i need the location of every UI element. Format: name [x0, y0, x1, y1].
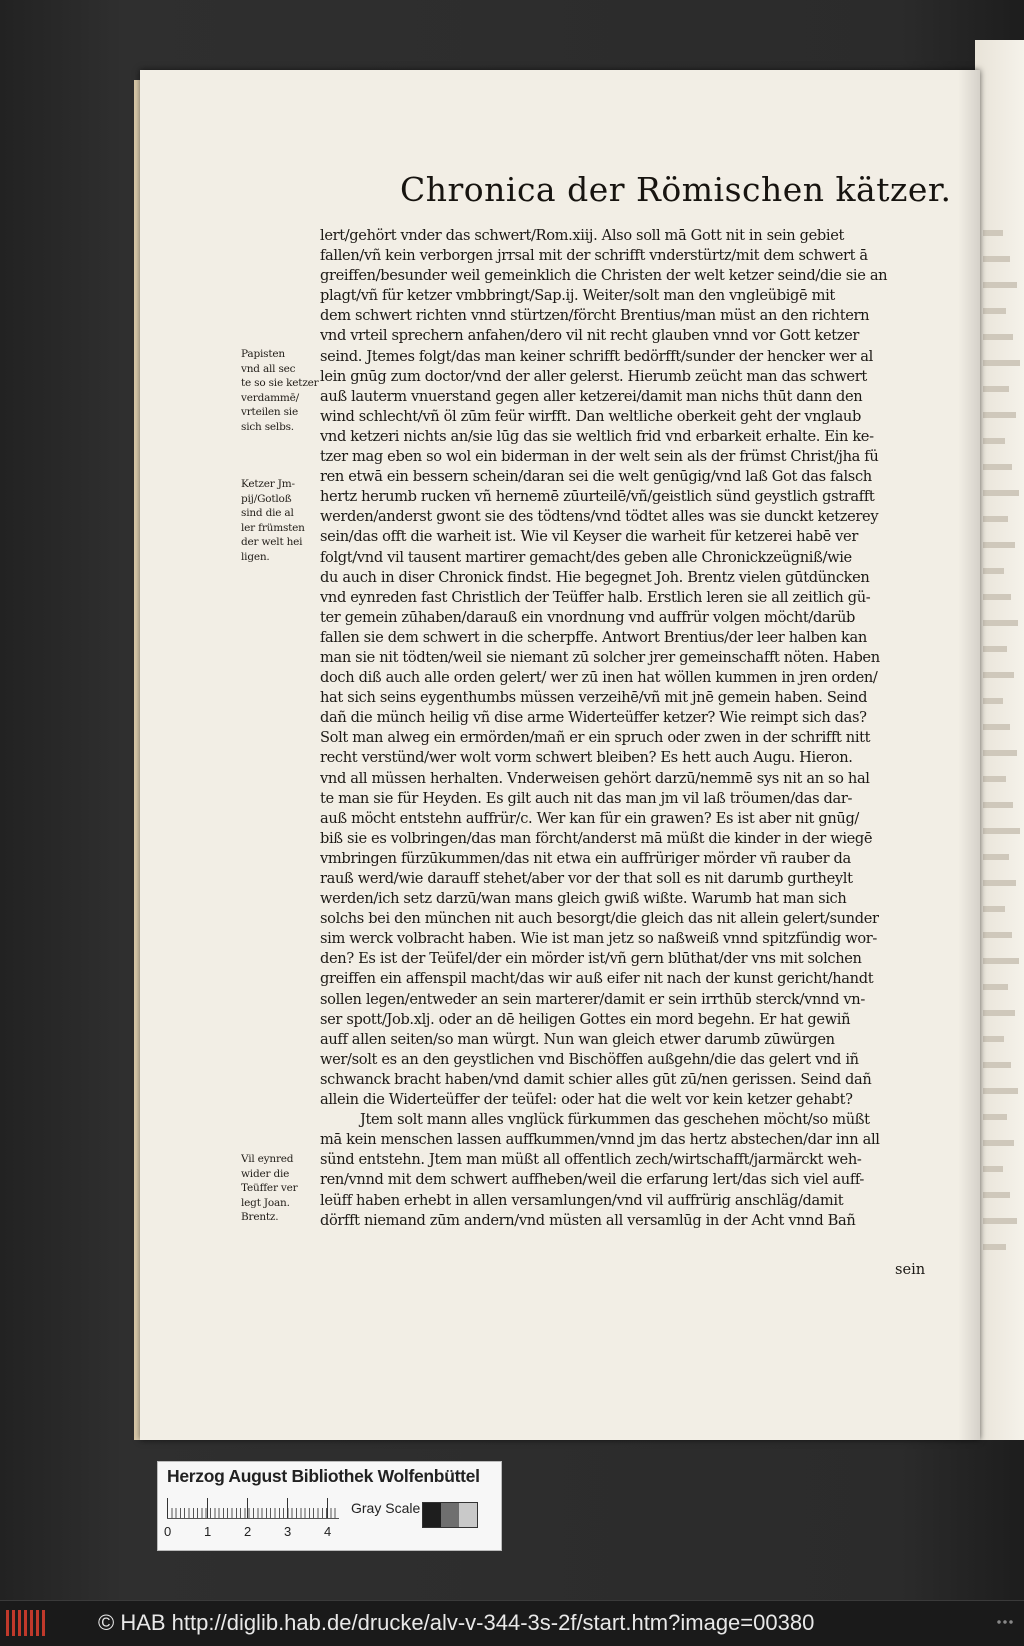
bleed-through-mark	[983, 1166, 1003, 1172]
text-line: man sie nit tödten/weil sie niemant zū solcher jrer gemeinschafft nöten. Haben	[320, 648, 880, 666]
bleed-through-mark	[983, 1192, 1010, 1198]
text-line: Jtem solt mann alles vnglück fürkummen das geschehen möcht/so müßt	[360, 1111, 870, 1129]
bleed-through-mark	[983, 958, 1019, 964]
text-line: dörfft niemand zūm andern/vnd müsten all versamlūg in der Acht vnnd Bañ	[320, 1211, 856, 1229]
bleed-through-mark	[983, 620, 1018, 626]
margin-note-line: Teüffer ver	[241, 1182, 298, 1195]
bleed-through-mark	[983, 776, 1006, 782]
text-line: lein gnūg zum doctor/vnd der aller gelerst. Hierumb zeücht man das schwert	[320, 367, 867, 385]
bleed-through-mark	[983, 230, 1003, 236]
bleed-through-mark	[983, 984, 1008, 990]
bleed-through-mark	[983, 750, 1017, 756]
bleed-through-mark	[983, 698, 1003, 704]
body-text	[320, 226, 935, 1231]
margin-note-line: vnd all sec	[241, 362, 296, 375]
margin-note-line: Brentz.	[241, 1211, 279, 1224]
bleed-through-mark	[983, 1218, 1017, 1224]
text-line: du auch in diser Chronick findst. Hie begegnet Joh. Brentz vielen gūtdüncken	[320, 568, 870, 586]
text-line: auff allen seiten/so man würgt. Nun wan gleich etwer darumb zūwürgen	[320, 1030, 835, 1048]
gray-swatch-cell	[423, 1503, 441, 1527]
bleed-through-mark	[983, 568, 1004, 574]
bleed-through-mark	[983, 490, 1019, 496]
bleed-through-mark	[983, 828, 1020, 834]
text-line: seind. Jtemes folgt/das man keiner schrifft bedörfft/sunder der hencker wer al	[320, 347, 873, 365]
margin-note-eynred	[241, 1152, 321, 1225]
text-line: greiffen ein affenspil macht/das wir auß eifer nit nach der kunst gericht/handt	[320, 970, 874, 988]
margin-note-line: ler frümsten	[241, 521, 305, 534]
bleed-through-mark	[983, 1114, 1007, 1120]
text-line: recht verstünd/wer wolt vorm schwert bleiben? Es hett auch Augu. Hieron.	[320, 749, 853, 767]
text-line: tzer mag eben so wol ein biderman in der welt sein als der frümst Christ/jha fü	[320, 448, 879, 466]
bleed-through-mark	[983, 360, 1020, 366]
ruler-major-tick	[287, 1498, 288, 1518]
margin-note-papisten	[241, 347, 321, 435]
bleed-through-mark	[983, 334, 1013, 340]
text-line: auß lauterm vnuerstand gegen aller ketzerei/damit man nichs thūt dann den	[320, 387, 863, 405]
bleed-through-mark	[983, 672, 1014, 678]
bleed-through-mark	[983, 906, 1005, 912]
ruler-number: 0	[164, 1524, 172, 1539]
bleed-through-mark	[983, 1140, 1014, 1146]
ruler-title: Herzog August Bibliothek Wolfenbüttel	[167, 1466, 480, 1486]
text-line: ter gemein zūhaben/darauß ein vnordnung vnd auffrür volgen möcht/darüb	[320, 608, 856, 626]
margin-note-line: Ketzer Jm-	[241, 478, 295, 490]
text-line: folgt/vnd vil tausent martirer gemacht/des geben alle Chronickzeügniß/wie	[320, 548, 852, 566]
text-line: biß sie es volbringen/das man förcht/anderst mā müßt die kinder in der wiegē	[320, 829, 873, 847]
text-line: Solt man alweg ein ermörden/mañ er ein spruch oder zwen in der schrifft nitt	[320, 729, 871, 747]
ruler-number: 4	[324, 1524, 332, 1539]
text-line: greiffen/besunder weil gemeinklich die Christen der welt ketzer seind/die sie an	[320, 267, 888, 285]
bleed-through-mark	[983, 1088, 1018, 1094]
text-line: allein die Widerteüffer der teüfel: oder hat die welt vor kein ketzer gehabt?	[320, 1091, 853, 1109]
ruler-major-tick	[247, 1498, 248, 1518]
margin-note-line: Papisten	[241, 348, 285, 360]
ruler-number: 3	[284, 1524, 292, 1539]
bleed-through-mark	[983, 308, 1006, 314]
bleed-through-mark	[983, 854, 1009, 860]
text-line: dañ die münch heilig vñ dise arme Widerteüffer ketzer? Wie reimpt sich das?	[320, 709, 867, 727]
margin-note-line: ligen.	[241, 550, 270, 563]
scale-ruler-card	[157, 1461, 502, 1551]
bleed-through-mark	[983, 386, 1009, 392]
margin-note-line: Vil eynred	[241, 1153, 294, 1165]
gray-swatch-cell	[459, 1503, 477, 1527]
ruler-major-tick	[327, 1498, 328, 1518]
bleed-through-mark	[983, 1010, 1015, 1016]
text-line: vmbringen fürzūkummen/das nit etwa ein auffrüriger mörder vñ rauber da	[320, 849, 851, 867]
text-line: werden/ich setz darzū/wan mans gleich gwiß wißte. Warumb hat man sich	[320, 890, 847, 908]
text-line: dem schwert richten vnnd stürtzen/förcht Brentius/man müst an den richtern	[320, 307, 870, 325]
bleed-through-mark	[983, 646, 1007, 652]
text-line: leüff haben erhebt in allen versamlungen/vnd vil auffrürig anschläg/damit	[320, 1191, 844, 1209]
text-line: plagt/vñ für ketzer vmbbringt/Sap.ij. Weiter/solt man den vngleübigē mit	[320, 287, 835, 305]
text-line: auß möcht entstehn auffrür/c. Wer kan für ein grawen? Es ist aber nit gnūg/	[320, 809, 860, 827]
ruler-major-tick	[167, 1498, 168, 1518]
text-line: doch diß auch alle orden gelert/ wer zū inen hat wöllen kummen in jren orden/	[320, 669, 878, 687]
bleed-through-mark	[983, 412, 1016, 418]
ruler-major-tick	[207, 1498, 208, 1518]
margin-note-line: sind die al	[241, 507, 294, 520]
text-line: hat sich seins eygenthumbs müssen verzeihē/vñ mit jnē gemein haben. Seind	[320, 689, 868, 707]
ruler-number: 1	[204, 1524, 212, 1539]
text-line: schwanck bracht haben/vnd damit schier alles gūt zū/nen gerissen. Seind dañ	[320, 1070, 872, 1088]
text-line: sein/das offt die warheit ist. Wie vil Keyser die warheit für ketzerei habē ver	[320, 528, 858, 546]
bleed-through-mark	[983, 724, 1010, 730]
text-line: werden/anderst gwont sie des tödtens/vnd tödtet alles was sie dunckt ketzerey	[320, 508, 879, 526]
text-line: lert/gehört vnder das schwert/Rom.xiij. Also soll mā Gott nit in sein gebiet	[320, 227, 845, 244]
margin-note-ketzer	[241, 477, 321, 565]
text-line: sünd entstehn. Jtem man müßt all offentlich zech/wirtschafft/jarmärckt weh-	[320, 1151, 862, 1169]
margin-note-line: der welt hei	[241, 536, 303, 549]
ruler-number: 2	[244, 1524, 252, 1539]
dots-icon	[996, 1619, 1014, 1625]
margin-note-line: sich selbs.	[241, 420, 294, 433]
bleed-through-mark	[983, 1244, 1006, 1250]
footer-bar	[0, 1600, 1024, 1646]
text-line: vnd all müssen herhalten. Vnderweisen gehört darzū/nemmē sys nit an so hal	[320, 769, 870, 787]
bleed-through-mark	[983, 1062, 1011, 1068]
bleed-through-mark	[983, 1036, 1004, 1042]
text-line: vnd eynreden fast Christlich der Teüffer halb. Erstlich leren sie all zeitlich gü-	[320, 588, 871, 606]
gray-scale-swatch	[422, 1502, 478, 1528]
text-line: solchs bei den münchen nit auch besorgt/die gleich das nit allein gelert/sunder	[320, 910, 879, 928]
text-line: hertz herumb rucken vñ hernemē zūurteilē/vñ/geistlich sünd geystlich gstrafft	[320, 488, 875, 506]
gray-scale-label: Gray Scale	[351, 1500, 421, 1516]
footer-url[interactable]: © HAB http://diglib.hab.de/drucke/alv-v-344-3s-2f/start.htm?image=00380	[98, 1610, 815, 1635]
running-head: Chronica der Römischen kätzer.	[400, 170, 952, 209]
text-line: fallen/vñ kein verborgen jrrsal mit der schrifft vnderstürtz/mit dem schwert ā	[320, 247, 868, 265]
margin-note-line: te so sie ketzer	[241, 377, 319, 390]
bleed-through-mark	[983, 594, 1011, 600]
text-line: sim werck volbracht haben. Wie ist man jetz so naßweiß vnnd spitzfündig wor-	[320, 930, 878, 948]
margin-note-line: legt Joan.	[241, 1196, 290, 1209]
margin-note-line: vrteilen sie	[241, 406, 298, 419]
text-line: fallen sie dem schwert in die scherpffe. Antwort Brentius/der leer halben kan	[320, 628, 867, 646]
bleed-through-mark	[983, 464, 1012, 470]
text-line: ser spott/Job.xlj. oder an dē heiligen Gottes ein mord begehn. Er hat gewiñ	[320, 1010, 851, 1028]
text-line: wind schlecht/vñ öl zūm feür wirfft. Dan weltliche oberkeit geht der vnglaub	[320, 407, 861, 425]
text-line: vnd vrteil sprechern anfahen/dero vil nit recht glauben vnnd vor Gott ketzer	[320, 327, 860, 345]
bleed-through-mark	[983, 516, 1008, 522]
margin-note-line: wider die	[241, 1167, 290, 1180]
ruler-scale	[167, 1496, 339, 1519]
bleed-through-mark	[983, 542, 1015, 548]
bleed-through-mark	[983, 802, 1013, 808]
text-line: vnd ketzeri nichts an/sie lūg das sie weltlich frid vnd erbarkeit erhalte. Ein ke-	[320, 427, 874, 445]
bleed-through-mark	[983, 932, 1012, 938]
text-line: rauß werd/wie darauff stehet/aber vor der that soll es nit darumb gurtheylt	[320, 870, 853, 887]
bleed-through-mark	[983, 880, 1016, 886]
text-line: ren etwā ein bessern schein/daran sei die welt genūgig/vnd laß Got das falsch	[320, 468, 872, 486]
text-line: ren/vnnd mit dem schwert auffheben/weil die erfarung lert/das sich viel auff-	[320, 1171, 864, 1189]
bleed-through-mark	[983, 438, 1005, 444]
bleed-through-mark	[983, 282, 1017, 288]
gray-swatch-cell	[441, 1503, 459, 1527]
text-line: sollen legen/entweder an sein marterer/damit er sein irrthūb sterck/vnnd vn-	[320, 990, 865, 1008]
page-gutter	[958, 70, 980, 1440]
text-line: mā kein menschen lassen auffkummen/vnnd jm das hertz abstechen/dar inn all	[320, 1131, 880, 1149]
margin-note-line: pij/Gotloß	[241, 492, 292, 505]
catchword: sein	[895, 1261, 926, 1278]
hab-logo-icon	[6, 1610, 46, 1636]
text-line: te man sie für Heyden. Es gilt auch nit das man jm vil laß tröumen/das dar-	[320, 789, 853, 807]
text-line: wer/solt es an den geystlichen vnd Bischöffen außgehn/die das gelert vnd iñ	[320, 1050, 859, 1068]
text-line: den? Es ist der Teüfel/der ein mörder ist/vñ gern blūthat/der vns mit solchen	[320, 950, 862, 968]
margin-note-line: verdammē/	[241, 391, 300, 404]
facing-page-edge	[975, 40, 1024, 1440]
bleed-through-mark	[983, 256, 1010, 262]
